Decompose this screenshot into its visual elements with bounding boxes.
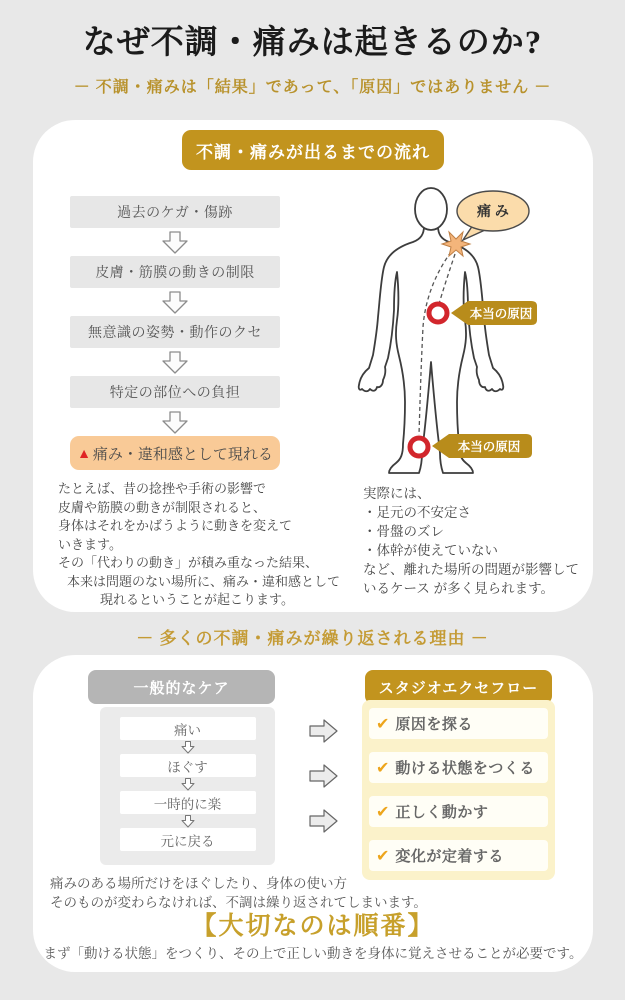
down-arrow-icon bbox=[70, 228, 280, 256]
flow-result bbox=[70, 436, 280, 470]
studio-step-label: 原因を探る bbox=[395, 716, 473, 733]
note-line: 実際には、 bbox=[363, 486, 431, 501]
cause-label-ankle bbox=[432, 434, 532, 458]
page-subtitle: － 不調・痛みは「結果」であって、「原因」ではありません － bbox=[73, 79, 552, 96]
warning-triangle-icon: ▲ bbox=[77, 445, 91, 461]
reality-note bbox=[363, 484, 598, 598]
flow-result-label: 痛み・違和感として現れる bbox=[92, 445, 273, 463]
note-line: 皮膚や筋膜の動きが制限されると、 bbox=[58, 499, 267, 515]
pain-bubble-label: 痛 み bbox=[477, 203, 509, 219]
down-arrow-icon bbox=[70, 288, 280, 316]
studio-step bbox=[369, 708, 548, 739]
studio-step bbox=[369, 752, 548, 783]
note-line: そのものが変わらなければ、不調は繰り返されてしまいます。 bbox=[50, 895, 427, 910]
check-icon: ✔ bbox=[376, 803, 390, 821]
section1-header-badge: 不調・痛みが出るまでの流れ bbox=[182, 130, 444, 170]
care-step: 一時的に楽 bbox=[120, 791, 256, 814]
note-line: 身体はそれをかばうように動きを変えて bbox=[58, 518, 293, 533]
cause-label-hip bbox=[451, 301, 537, 325]
flow-step: 特定の部位への負担 bbox=[70, 376, 280, 408]
section2-title: － 多くの不調・痛みが繰り返される理由 － bbox=[136, 629, 489, 648]
studio-step-label: 動ける状態をつくる bbox=[395, 760, 535, 777]
general-care-header: 一般的なケア bbox=[88, 670, 275, 704]
footer-note: まず「動ける状態」をつくり、その上で正しい動きを身体に覚えさせることが必要です。 bbox=[43, 946, 583, 961]
flow-step: 皮膚・筋膜の動きの制限 bbox=[70, 256, 280, 288]
cause-ring-hip bbox=[429, 304, 447, 322]
down-arrow-icon bbox=[70, 348, 280, 376]
note-line: 現れるということが起こります。 bbox=[100, 592, 294, 607]
note-line: 痛みのある場所だけをほぐしたり、身体の使い方 bbox=[50, 876, 347, 891]
note-line: ・足元の不安定さ bbox=[363, 505, 471, 520]
comparison-card bbox=[33, 655, 593, 972]
cause-label-ankle-text: 本当の原因 bbox=[457, 440, 521, 454]
note-line: ・体幹が使えていない bbox=[363, 543, 498, 558]
note-line: その「代わりの動き」が積み重なった結果、 bbox=[58, 555, 319, 570]
cause-label-hip-text: 本当の原因 bbox=[469, 307, 533, 321]
care-step: 元に戻る bbox=[120, 828, 256, 851]
flow-step: 過去のケガ・傷跡 bbox=[70, 196, 280, 228]
down-arrow-icon bbox=[70, 408, 280, 436]
studio-step-label: 正しく動かす bbox=[395, 804, 489, 821]
right-arrow-icon bbox=[309, 763, 339, 794]
studio-step-label: 変化が定着する bbox=[395, 848, 504, 865]
note-line: ・骨盤のズレ bbox=[363, 524, 444, 539]
general-care-flow bbox=[100, 707, 275, 865]
check-icon: ✔ bbox=[376, 759, 390, 777]
care-step: ほぐす bbox=[120, 754, 256, 777]
note-line: 本来は問題のない場所に、痛み・違和感として bbox=[67, 573, 341, 589]
studio-header: スタジオエクセフロー bbox=[365, 670, 552, 704]
note-line: いるケース が多く見られます。 bbox=[363, 581, 554, 596]
right-arrow-icon bbox=[309, 718, 339, 749]
care-step: 痛い bbox=[120, 717, 256, 740]
pain-bubble bbox=[457, 191, 529, 240]
body-figure bbox=[331, 182, 561, 487]
studio-steps bbox=[362, 700, 555, 880]
check-icon: ✔ bbox=[376, 715, 390, 733]
flow-card bbox=[33, 120, 593, 612]
example-note bbox=[58, 480, 368, 610]
check-icon: ✔ bbox=[376, 847, 390, 865]
cause-ring-ankle bbox=[410, 438, 428, 456]
studio-step bbox=[369, 796, 548, 827]
note-line: いきます。 bbox=[58, 536, 122, 552]
flow-step: 無意識の姿勢・動作のクセ bbox=[70, 316, 280, 348]
order-highlight: 【大切なのは順番】 bbox=[191, 912, 435, 940]
note-line: など、離れた場所の問題が影響して bbox=[363, 562, 579, 577]
page-title: なぜ不調・痛みは起きるのか? bbox=[82, 25, 543, 61]
down-arrow-icon bbox=[181, 740, 195, 754]
note-line: たとえば、昔の捻挫や手術の影響で bbox=[58, 481, 267, 496]
studio-step bbox=[369, 840, 548, 871]
cause-flow bbox=[70, 196, 280, 470]
down-arrow-icon bbox=[181, 814, 195, 828]
right-arrow-icon bbox=[309, 808, 339, 839]
down-arrow-icon bbox=[181, 777, 195, 791]
